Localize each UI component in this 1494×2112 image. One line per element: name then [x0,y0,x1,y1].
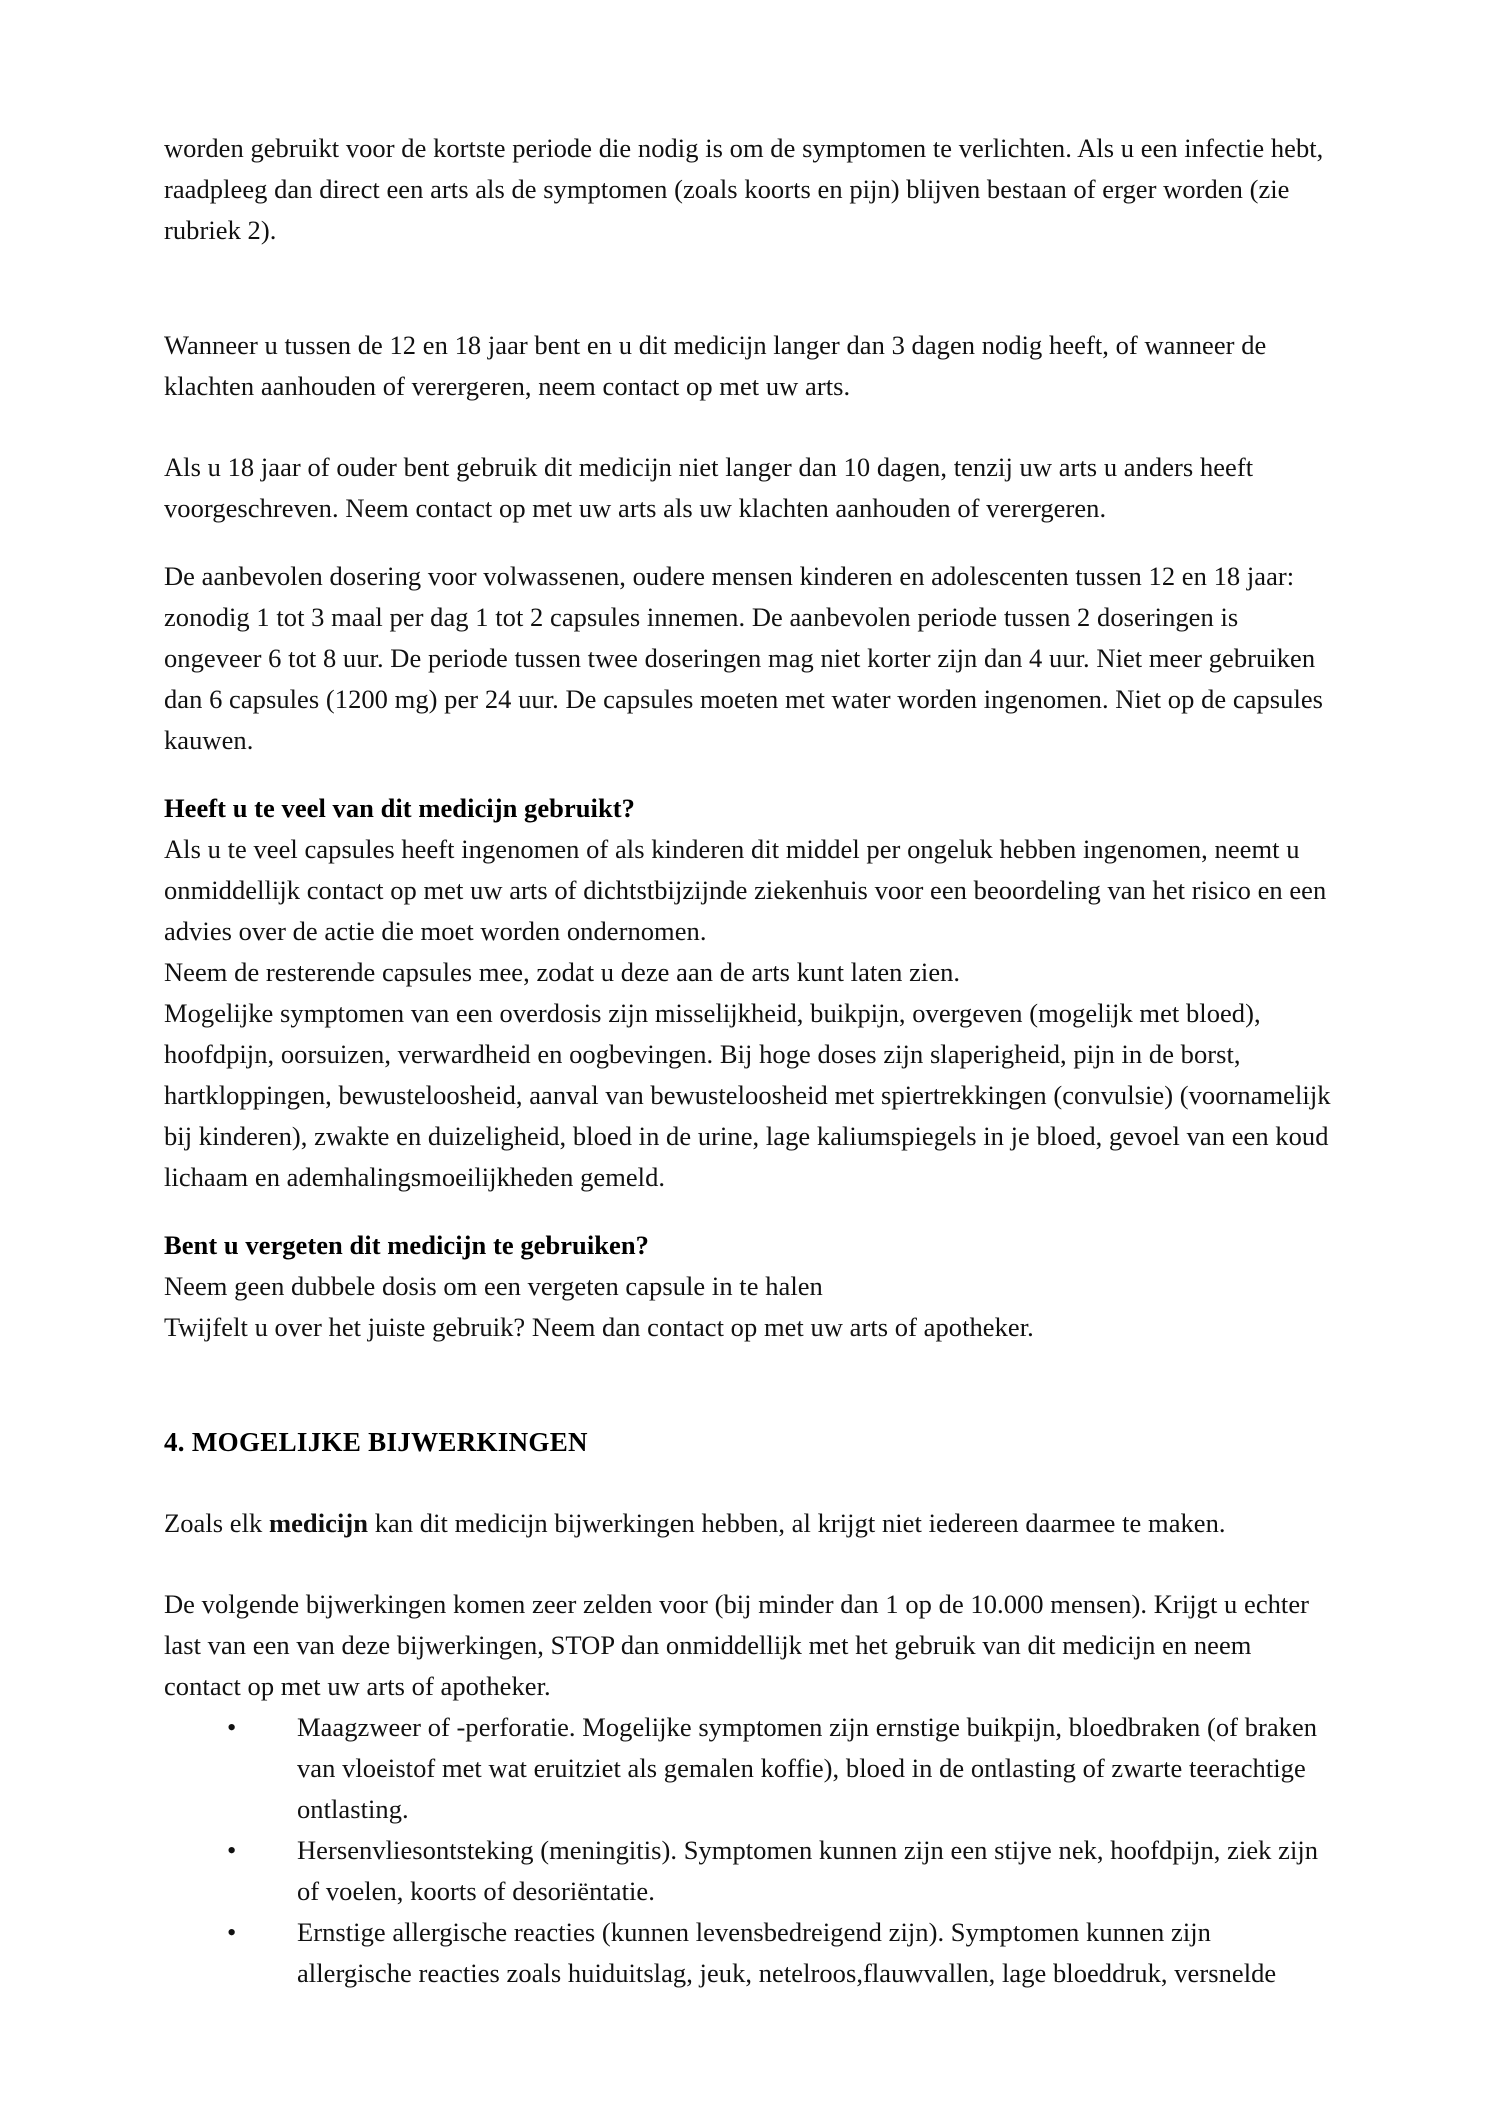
heading-missed-dose: Bent u vergeten dit medicijn te gebruiken? [164,1230,649,1260]
page-content [164,128,1332,1994]
spacer [164,1463,1332,1503]
list-item [164,1912,1332,1994]
list-item [164,1830,1332,1912]
bullet-icon: • [227,1835,237,1865]
list-item-text: Ernstige allergische reacties (kunnen levensbedreigend zijn). Symptomen kunnen zijn allergische reacties zoals huiduitslag, jeuk, netelroos,flauwvallen, lage bloeddruk, versnelde [297,1917,1277,1988]
intro-bold-term: medicijn [269,1508,369,1538]
list-item [164,1707,1332,1830]
paragraph-continued: worden gebruikt voor de kortste periode die nodig is om de symptomen te verlichten. Als u een infectie hebt, raadpleeg dan direct een arts als de symptomen (zoals koorts en pijn) blijven bestaan of erger worden (zie rubriek 2). [164,133,1324,245]
paragraph-missed-dose-2: Twijfelt u over het juiste gebruik? Neem dan contact op met uw arts of apotheker. [164,1312,1034,1342]
paragraph-overdose-action: Als u te veel capsules heeft ingenomen of als kinderen dit middel per ongeluk hebben ingenomen, neemt u onmiddellijk contact op met uw arts of dichtstbijzijnde ziekenhuis voor een beoordeling van het risico en een advies over de actie die moet worden ondernomen. [164,834,1327,946]
spacer [164,1544,1332,1584]
bullet-icon: • [227,1712,237,1742]
intro-text-after-bold: kan dit medicijn bijwerkingen hebben, al krijgt niet iedereen daarmee te maken. [368,1508,1226,1538]
paragraph-dosing: De aanbevolen dosering voor volwassenen, oudere mensen kinderen en adolescenten tussen 12 en 18 jaar: zonodig 1 tot 3 maal per dag 1 tot 2 capsules innemen. De aanbevolen periode tussen 2 doseringen is ongeveer 6 tot 8 uur. De periode tussen twee doseringen mag niet korter zijn dan 4 uur. Niet meer gebruiken dan 6 capsules (1200 mg) per 24 uur. De capsules moeten met water worden ingenomen. Niet op de capsules kauwen. [164,561,1324,755]
list-item-text: Maagzweer of -perforatie. Mogelijke symptomen zijn ernstige buikpijn, bloedbraken (of braken van vloeistof met wat eruitziet als gemalen koffie), bloed in de ontlasting of zwarte teerachtige ontlasting. [297,1712,1318,1824]
paragraph-overdose-bring-capsules: Neem de resterende capsules mee, zodat u deze aan de arts kunt laten zien. [164,957,961,987]
spacer [164,251,1332,325]
side-effects-list [164,1707,1332,1994]
spacer [164,529,1332,556]
paragraph-frequency-note: De volgende bijwerkingen komen zeer zelden voor (bij minder dan 1 op de 10.000 mensen). Krijgt u echter last van een van deze bijwerkingen, STOP dan onmiddellijk met het gebruik van dit medicijn en neem contact op met uw arts of apotheker. [164,1589,1310,1701]
heading-overdose: Heeft u te veel van dit medicijn gebruikt? [164,793,635,823]
paragraph-overdose-symptoms: Mogelijke symptomen van een overdosis zijn misselijkheid, buikpijn, overgeven (mogelijk met bloed), hoofdpijn, oorsuizen, verwardheid en oogbevingen. Bij hoge doses zijn slaperigheid, pijn in de borst, hartkloppingen, bewusteloosheid, aanval van bewusteloosheid met spiertrekkingen (convulsie) (voornamelijk bij kinderen), zwakte en duizeligheid, bloed in de urine, lage kaliumspiegels in je bloed, gevoel van een koud lichaam en ademhalingsmoeilijkheden gemeld. [164,998,1331,1192]
paragraph-side-effects-intro [164,1503,1332,1544]
spacer [164,1198,1332,1225]
paragraph-age-18-plus: Als u 18 jaar of ouder bent gebruik dit medicijn niet langer dan 10 dagen, tenzij uw arts u anders heeft voorgeschreven. Neem contact op met uw arts als uw klachten aanhouden of verergeren. [164,452,1254,523]
paragraph-age-12-18: Wanneer u tussen de 12 en 18 jaar bent en u dit medicijn langer dan 3 dagen nodig heeft, of wanneer de klachten aanhouden of verergeren, neem contact op met uw arts. [164,330,1267,401]
spacer [164,407,1332,447]
spacer [164,761,1332,788]
list-item-text: Hersenvliesontsteking (meningitis). Symptomen kunnen zijn een stijve nek, hoofdpijn, ziek zijn of voelen, koorts of desoriëntatie. [297,1835,1319,1906]
spacer [164,1348,1332,1422]
bullet-icon: • [227,1917,237,1947]
heading-section-4: 4. MOGELIJKE BIJWERKINGEN [164,1427,588,1457]
paragraph-missed-dose-1: Neem geen dubbele dosis om een vergeten capsule in te halen [164,1271,823,1301]
intro-text-before-bold: Zoals elk [164,1508,269,1538]
